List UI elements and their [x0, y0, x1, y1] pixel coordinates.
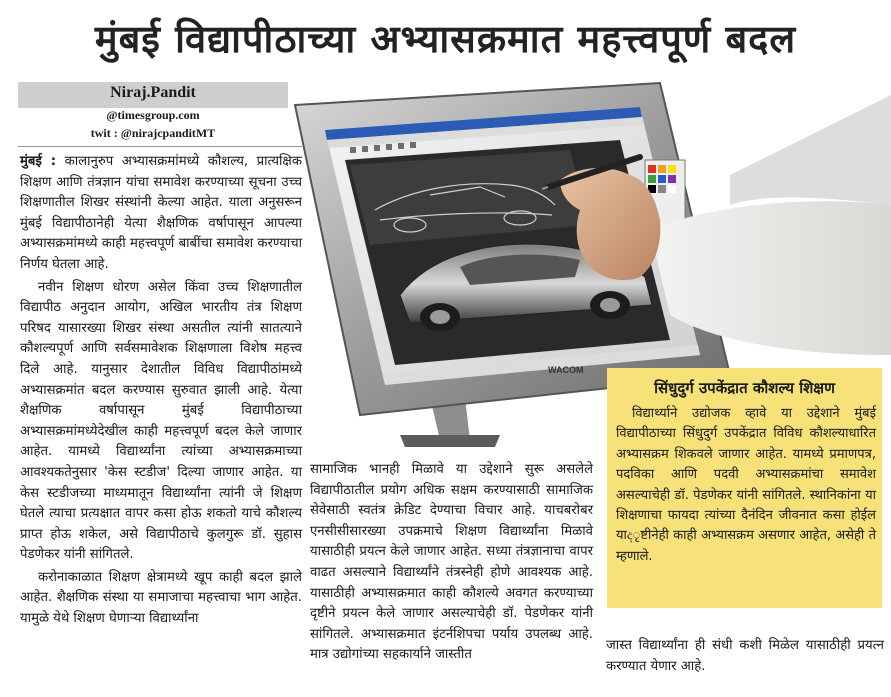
paragraph: करोनाकाळात शिक्षण क्षेत्रामध्ये खूप काही बदल झाले आहेत. शैक्षणिक संस्था या समाजाचा महत्त्वाचा भाग आहेत. यामुळे येथे शिक्षण घेणाऱ्या विद्यार्थ्यांना [20, 569, 302, 627]
paragraph: सामाजिक भानही मिळावे या उद्देशाने सुरू असलेले विद्यापीठातील प्रयोग अधिक सक्षम करण्यासाठी सामाजिक सेवेसाठी स्वतंत्र क्रेडिट देण्याचा विचार आहे. याचबरोबर एनसीसीसारख्या उपक्रमाचे शिक्षण विद्यार्थ्यांना मिळावे यासाठीही प्रयत्न केले जाणार आहेत. सध्या तंत्रज्ञानाचा वापर वाढत असल्याने विद्यार्थ्यांने तंत्रस्नेही होणे आवश्यक आहे. यासाठीही अभ्यासक्रमात काही कौशल्ये अवगत करण्याच्या दृष्टीने प्रयत्न केले जाणार असल्याचेही डॉ. पेडणेकर यांनी सांगितले. अभ्यासक्रमात इंटर्नशिपचा पर्याय उपलब्ध आहे. मात्र उद्योगांच्या सहकार्याने जास्तीत [310, 462, 593, 663]
dateline: मुंबई : [20, 154, 57, 169]
brand-logo: WACOM [548, 365, 584, 375]
divider [18, 146, 302, 147]
article-column-2 [310, 460, 593, 668]
article-column-1 [20, 152, 302, 632]
byline-email: @timesgroup.com [106, 108, 200, 122]
paragraph: जास्त विद्यार्थ्यांना ही संधी कशी मिळेल यासाठीही प्रयत्न करण्यात येणार आहे. [606, 638, 884, 674]
headline: मुंबई विद्यापीठाच्या अभ्यासक्रमात महत्त्वपूर्ण बदल [94, 17, 797, 61]
article-column-3 [606, 636, 884, 679]
sidebar-title: सिंधुदुर्ग उपकेंद्रात कौशल्य शिक्षण [654, 379, 835, 397]
paragraph: कालानुरुप अभ्यासक्रमांमध्ये कौशल्य, प्रात्यक्षिक शिक्षण आणि तंत्रज्ञान यांचा समावेश करण्याच्या सूचना उच्च शिक्षणातील शिखर संस्थांनी केल्या आहेत. याला अनुसरून मुंबई विद्यापीठानेही येत्या शैक्षणिक वर्षापासून आपल्या अभ्यासक्रमांमध्ये काही महत्त्वपूर्ण बाबींचा समावेश करण्याचा निर्णय घेतला आहे. [20, 154, 303, 272]
byline-twitter: twit : @nirajcpanditMT [90, 126, 216, 140]
paragraph: नवीन शिक्षण धोरण असेल किंवा उच्च शिक्षणातील विद्यापीठ अनुदान आयोग, अखिल भारतीय तंत्र शिक्षण परिषद यासारख्या शिखर संस्था असतील त्यांनी सातत्याने कौशल्यपूर्ण आणि सर्वसमावेशक शिक्षणाला विशेष महत्त्व दिले आहे. यानुसार देशातील विविध विद्यापीठांमध्ये अभ्यासक्रमांत बदल करण्यास सुरुवात झाली आहे. येत्या शैक्षणिक वर्षापासून मुंबई विद्यापीठाच्या अभ्यासक्रमांमध्येदेखील काही महत्त्वपूर्ण बदल केले जाणार आहेत. यामध्ये विद्यार्थ्यांना त्यांच्या अभ्यासक्रमाच्या आवश्यकतेनुसार 'केस स्टडीज' दिल्या जाणार आहेत. या केस स्टडीजच्या माध्यमातून विद्यार्थ्यांना त्यांनी जे शिक्षण घेतले त्याचा प्रत्यक्षात वापर कसा होऊ शकतो याचे कौशल्य प्राप्त होऊ शकेल, असे विद्यापीठाचे कुलगुरू डॉ. सुहास पेडणेकर यांनी सांगितले. [20, 279, 302, 563]
sidebar-text [616, 404, 876, 567]
byline-name: Niraj.Pandit [110, 84, 196, 101]
paragraph: विद्यार्थ्याने उद्योजक व्हावे या उद्देशाने मुंबई विद्यापीठाच्या सिंधुदुर्ग उपकेंद्रात विविध कौशल्याधारित अभ्यासक्रम शिकवले जाणार आहेत. यामध्ये प्रमाणपत्र, पदविका आणि पदवी अभ्यासक्रमांचा समावेश असल्याचेही डॉ. पेडणेकर यांनी सांगितले. स्थानिकांना या शिक्षणाचा फायदा त्यांच्या दैनंदिन जीवनात कसा होईल याදृष्टीनेही काही अभ्यासक्रम असणार आहेत, असेही ते म्हणाले. [616, 406, 876, 564]
